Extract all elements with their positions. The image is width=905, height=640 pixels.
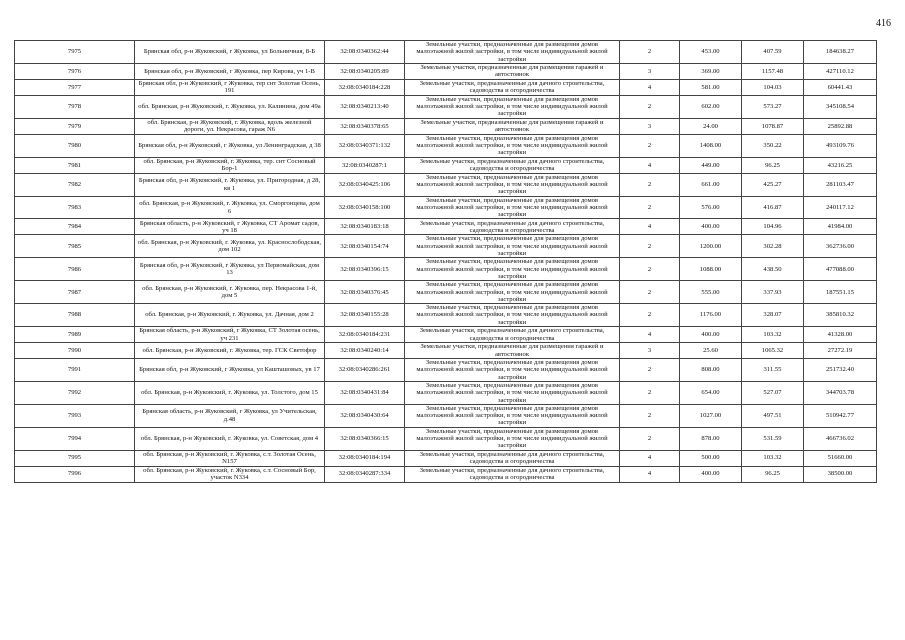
cadastral-number-cell: 32:08:0340425:106 xyxy=(325,173,405,196)
row-number: 7985 xyxy=(15,235,135,258)
cadastral-value-cell: 466736.02 xyxy=(804,427,877,450)
category-cell: 2 xyxy=(620,427,680,450)
land-use-cell: Земельные участки, предназначенные для размещения домов малоэтажной жилой застройки, в том числе индивидуальной жилой застройки xyxy=(405,281,620,304)
row-number: 7978 xyxy=(15,95,135,118)
cadastral-value-cell: 385810.32 xyxy=(804,304,877,327)
cadastral-value-cell: 251732.40 xyxy=(804,359,877,382)
table-row xyxy=(15,427,877,450)
area-cell: 400.00 xyxy=(680,327,742,343)
cadastral-value-cell: 25892.88 xyxy=(804,118,877,134)
row-number: 7995 xyxy=(15,450,135,466)
unit-value-cell: 425.27 xyxy=(742,173,804,196)
row-number: 7983 xyxy=(15,196,135,219)
cadastral-value-table xyxy=(14,40,877,483)
area-cell: 576.00 xyxy=(680,196,742,219)
table-row xyxy=(15,343,877,359)
area-cell: 808.00 xyxy=(680,359,742,382)
unit-value-cell: 96.25 xyxy=(742,157,804,173)
category-cell: 2 xyxy=(620,404,680,427)
category-cell: 2 xyxy=(620,281,680,304)
area-cell: 602.00 xyxy=(680,95,742,118)
table-row xyxy=(15,118,877,134)
cadastral-value-cell: 41984.00 xyxy=(804,219,877,235)
table-row xyxy=(15,235,877,258)
unit-value-cell: 104.96 xyxy=(742,219,804,235)
land-use-cell: Земельные участки, предназначенные для размещения домов малоэтажной жилой застройки, в том числе индивидуальной жилой застройки xyxy=(405,404,620,427)
cadastral-value-cell: 345108.54 xyxy=(804,95,877,118)
address-cell: Брянская обл, р-н Жуковский, г Жуковка, ул Больничная, 8-Б xyxy=(135,41,325,64)
row-number: 7984 xyxy=(15,219,135,235)
category-cell: 2 xyxy=(620,235,680,258)
address-cell: Брянская обл, р-н Жуковский, г Жуковка, ул Кашташовых, ув 17 xyxy=(135,359,325,382)
unit-value-cell: 1065.32 xyxy=(742,343,804,359)
land-use-cell: Земельные участки, предназначенные для дачного строительства, садоводства и огородничества xyxy=(405,450,620,466)
row-number: 7994 xyxy=(15,427,135,450)
row-number: 7993 xyxy=(15,404,135,427)
land-use-cell: Земельные участки, предназначенные для размещения домов малоэтажной жилой застройки, в том числе индивидуальной жилой застройки xyxy=(405,258,620,281)
cadastral-number-cell: 32:08:0340286:261 xyxy=(325,359,405,382)
cadastral-number-cell: 32:08:0340431:84 xyxy=(325,381,405,404)
address-cell: обл. Брянская, р-н Жуковский, г. Жуковка, с.т. Золотая Осень, N157 xyxy=(135,450,325,466)
cadastral-number-cell: 32:08:0340376:45 xyxy=(325,281,405,304)
table-row xyxy=(15,281,877,304)
cadastral-value-cell: 38500.00 xyxy=(804,466,877,482)
category-cell: 4 xyxy=(620,157,680,173)
area-cell: 500.00 xyxy=(680,450,742,466)
row-number: 7990 xyxy=(15,343,135,359)
cadastral-value-cell: 43216.25 xyxy=(804,157,877,173)
land-use-cell: Земельные участки, предназначенные для размещения домов малоэтажной жилой застройки, в том числе индивидуальной жилой застройки xyxy=(405,381,620,404)
area-cell: 400.00 xyxy=(680,219,742,235)
address-cell: обл. Брянская, р-н Жуковский, г. Жуковка, ул. Краснослободская, дом 102 xyxy=(135,235,325,258)
cadastral-number-cell: 32:08:0340213:40 xyxy=(325,95,405,118)
unit-value-cell: 497.51 xyxy=(742,404,804,427)
land-use-cell: Земельные участки, предназначенные для дачного строительства, садоводства и огородничества xyxy=(405,466,620,482)
category-cell: 2 xyxy=(620,173,680,196)
page-number: 416 xyxy=(876,18,891,29)
area-cell: 1088.00 xyxy=(680,258,742,281)
category-cell: 4 xyxy=(620,466,680,482)
address-cell: Брянская обл, р-н Жуковский, г Жуковка, ул Ленинградская, д 38 xyxy=(135,134,325,157)
cadastral-value-cell: 493109.76 xyxy=(804,134,877,157)
category-cell: 2 xyxy=(620,258,680,281)
cadastral-value-cell: 51660.00 xyxy=(804,450,877,466)
cadastral-number-cell: 32:08:0340184:194 xyxy=(325,450,405,466)
table-row xyxy=(15,450,877,466)
cadastral-number-cell: 32:08:0340366:15 xyxy=(325,427,405,450)
cadastral-number-cell: 32:08:0340183:18 xyxy=(325,219,405,235)
row-number: 7996 xyxy=(15,466,135,482)
cadastral-value-cell: 27272.19 xyxy=(804,343,877,359)
row-number: 7980 xyxy=(15,134,135,157)
address-cell: обл. Брянская, р-н Жуковский, г. Жуковка, ул. Дачная, дом 2 xyxy=(135,304,325,327)
unit-value-cell: 1157.48 xyxy=(742,63,804,79)
cadastral-number-cell: 32:08:0340184:231 xyxy=(325,327,405,343)
land-use-cell: Земельные участки, предназначенные для дачного строительства, садоводства и огородничества xyxy=(405,79,620,95)
land-use-cell: Земельные участки, предназначенные для размещения домов малоэтажной жилой застройки, в том числе индивидуальной жилой застройки xyxy=(405,359,620,382)
land-use-cell: Земельные участки, предназначенные для размещения домов малоэтажной жилой застройки, в том числе индивидуальной жилой застройки xyxy=(405,173,620,196)
address-cell: обл. Брянская, р-н Жуковский, г. Жуковка, тер. снт Сосновый Бор-1 xyxy=(135,157,325,173)
unit-value-cell: 416.87 xyxy=(742,196,804,219)
category-cell: 4 xyxy=(620,450,680,466)
land-use-cell: Земельные участки, предназначенные для размещения домов малоэтажной жилой застройки, в том числе индивидуальной жилой застройки xyxy=(405,235,620,258)
area-cell: 369.00 xyxy=(680,63,742,79)
category-cell: 4 xyxy=(620,219,680,235)
category-cell: 2 xyxy=(620,41,680,64)
address-cell: Брянская область, р-н Жуковский, г Жуковка, СТ Аромат садов, уч 18 xyxy=(135,219,325,235)
row-number: 7986 xyxy=(15,258,135,281)
area-cell: 1408.00 xyxy=(680,134,742,157)
table-row xyxy=(15,219,877,235)
row-number: 7991 xyxy=(15,359,135,382)
address-cell: обл. Брянская, р-н Жуковский, г. Жуковка, пер. Некрасова 1-й, дом 5 xyxy=(135,281,325,304)
row-number: 7987 xyxy=(15,281,135,304)
unit-value-cell: 407.59 xyxy=(742,41,804,64)
land-use-cell: Земельные участки, предназначенные для размещения гаражей и автостоянок xyxy=(405,118,620,134)
table-row xyxy=(15,466,877,482)
unit-value-cell: 302.28 xyxy=(742,235,804,258)
cadastral-number-cell: 32:08:0340362:44 xyxy=(325,41,405,64)
table-row xyxy=(15,63,877,79)
row-number: 7992 xyxy=(15,381,135,404)
address-cell: обл. Брянская, р-н Жуковский, г. Жуковка, ул. Сморгонцева, дом 6 xyxy=(135,196,325,219)
area-cell: 1176.00 xyxy=(680,304,742,327)
category-cell: 3 xyxy=(620,118,680,134)
land-use-cell: Земельные участки, предназначенные для размещения домов малоэтажной жилой застройки, в том числе индивидуальной жилой застройки xyxy=(405,196,620,219)
cadastral-value-cell: 41328.00 xyxy=(804,327,877,343)
cadastral-value-cell: 187551.15 xyxy=(804,281,877,304)
cadastral-number-cell: 32:08:0340155:28 xyxy=(325,304,405,327)
category-cell: 3 xyxy=(620,63,680,79)
category-cell: 3 xyxy=(620,343,680,359)
category-cell: 2 xyxy=(620,304,680,327)
area-cell: 24.00 xyxy=(680,118,742,134)
cadastral-value-cell: 281103.47 xyxy=(804,173,877,196)
row-number: 7989 xyxy=(15,327,135,343)
land-use-cell: Земельные участки, предназначенные для размещения домов малоэтажной жилой застройки, в том числе индивидуальной жилой застройки xyxy=(405,304,620,327)
area-cell: 1200.00 xyxy=(680,235,742,258)
row-number: 7981 xyxy=(15,157,135,173)
area-cell: 400.00 xyxy=(680,466,742,482)
table-row xyxy=(15,304,877,327)
area-cell: 581.00 xyxy=(680,79,742,95)
address-cell: Брянская обл, р-н Жуковский, г Жуковка, тер снт Золотая Осень, 191 xyxy=(135,79,325,95)
cadastral-value-cell: 362736.00 xyxy=(804,235,877,258)
row-number: 7988 xyxy=(15,304,135,327)
cadastral-value-cell: 427110.12 xyxy=(804,63,877,79)
address-cell: обл. Брянская, р-н Жуковский, г. Жуковка, ул. Калинина, дом 49а xyxy=(135,95,325,118)
row-number: 7979 xyxy=(15,118,135,134)
category-cell: 4 xyxy=(620,327,680,343)
land-use-cell: Земельные участки, предназначенные для дачного строительства, садоводства и огородничества xyxy=(405,219,620,235)
unit-value-cell: 350.22 xyxy=(742,134,804,157)
cadastral-value-cell: 184638.27 xyxy=(804,41,877,64)
area-cell: 878.00 xyxy=(680,427,742,450)
address-cell: обл. Брянская, р-н Жуковский, г. Жуковка, тер. ГСК Светофор xyxy=(135,343,325,359)
category-cell: 2 xyxy=(620,95,680,118)
cadastral-value-cell: 477088.00 xyxy=(804,258,877,281)
cadastral-number-cell: 32:08:0340396:15 xyxy=(325,258,405,281)
row-number: 7982 xyxy=(15,173,135,196)
table-row xyxy=(15,359,877,382)
unit-value-cell: 328.07 xyxy=(742,304,804,327)
area-cell: 654.00 xyxy=(680,381,742,404)
area-cell: 1027.00 xyxy=(680,404,742,427)
unit-value-cell: 103.32 xyxy=(742,450,804,466)
address-cell: обл. Брянская, р-н Жуковский, г. Жуковка, вдоль железной дороги, ул. Некрасова, гараж N6 xyxy=(135,118,325,134)
land-use-cell: Земельные участки, предназначенные для дачного строительства, садоводства и огородничества xyxy=(405,157,620,173)
category-cell: 2 xyxy=(620,134,680,157)
address-cell: Брянская обл, р-н Жуковский, г. Жуковка, ул. Пригородная, д 28, кв 1 xyxy=(135,173,325,196)
address-cell: обл. Брянская, р-н Жуковский, г. Жуковка, с.т. Сосновый Бор, участок N334 xyxy=(135,466,325,482)
area-cell: 453.00 xyxy=(680,41,742,64)
area-cell: 25.60 xyxy=(680,343,742,359)
land-use-cell: Земельные участки, предназначенные для размещения домов малоэтажной жилой застройки, в том числе индивидуальной жилой застройки xyxy=(405,41,620,64)
table-row xyxy=(15,134,877,157)
cadastral-number-cell: 32:08:0340430:64 xyxy=(325,404,405,427)
address-cell: Брянская область, р-н Жуковский, г Жуковка, ул Учительская, д.48 xyxy=(135,404,325,427)
land-use-cell: Земельные участки, предназначенные для размещения гаражей и автостоянок xyxy=(405,63,620,79)
cadastral-number-cell: 32:08:0340158:100 xyxy=(325,196,405,219)
land-use-cell: Земельные участки, предназначенные для размещения домов малоэтажной жилой застройки, в том числе индивидуальной жилой застройки xyxy=(405,134,620,157)
cadastral-value-cell: 510942.77 xyxy=(804,404,877,427)
table-row xyxy=(15,327,877,343)
land-use-cell: Земельные участки, предназначенные для размещения домов малоэтажной жилой застройки, в том числе индивидуальной жилой застройки xyxy=(405,427,620,450)
cadastral-number-cell: 32:08:0340240:14 xyxy=(325,343,405,359)
row-number: 7976 xyxy=(15,63,135,79)
cadastral-number-cell: 32:08:0340378:65 xyxy=(325,118,405,134)
cadastral-number-cell: 32:08:0340287:1 xyxy=(325,157,405,173)
area-cell: 661.00 xyxy=(680,173,742,196)
table-row xyxy=(15,173,877,196)
cadastral-value-cell: 240117.12 xyxy=(804,196,877,219)
table-row xyxy=(15,196,877,219)
unit-value-cell: 96.25 xyxy=(742,466,804,482)
unit-value-cell: 527.07 xyxy=(742,381,804,404)
area-cell: 555.00 xyxy=(680,281,742,304)
cadastral-number-cell: 32:08:0340371:132 xyxy=(325,134,405,157)
unit-value-cell: 531.59 xyxy=(742,427,804,450)
category-cell: 2 xyxy=(620,196,680,219)
address-cell: Брянская область, р-н Жуковский, г Жуковка, СТ Золотая осень, уч 231 xyxy=(135,327,325,343)
land-use-cell: Земельные участки, предназначенные для дачного строительства, садоводства и огородничества xyxy=(405,327,620,343)
area-cell: 449.00 xyxy=(680,157,742,173)
land-use-cell: Земельные участки, предназначенные для размещения гаражей и автостоянок xyxy=(405,343,620,359)
unit-value-cell: 1078.87 xyxy=(742,118,804,134)
table-row xyxy=(15,381,877,404)
category-cell: 2 xyxy=(620,359,680,382)
cadastral-number-cell: 32:08:0340205:89 xyxy=(325,63,405,79)
address-cell: Брянская обл, р-н Жуковский, г Жуковка, пер Кирова, уч 1-В xyxy=(135,63,325,79)
row-number: 7975 xyxy=(15,41,135,64)
unit-value-cell: 337.93 xyxy=(742,281,804,304)
unit-value-cell: 104.03 xyxy=(742,79,804,95)
cadastral-number-cell: 32:08:0340154:74 xyxy=(325,235,405,258)
table-row xyxy=(15,404,877,427)
category-cell: 2 xyxy=(620,381,680,404)
cadastral-number-cell: 32:08:0340287:334 xyxy=(325,466,405,482)
cadastral-value-cell: 60441.43 xyxy=(804,79,877,95)
unit-value-cell: 311.55 xyxy=(742,359,804,382)
cadastral-number-cell: 32:08:0340184:228 xyxy=(325,79,405,95)
cadastral-value-cell: 344703.78 xyxy=(804,381,877,404)
address-cell: обл. Брянская, р-н Жуковский, г. Жуковка, ул. Советская, дом 4 xyxy=(135,427,325,450)
land-use-cell: Земельные участки, предназначенные для размещения домов малоэтажной жилой застройки, в том числе индивидуальной жилой застройки xyxy=(405,95,620,118)
row-number: 7977 xyxy=(15,79,135,95)
table-row xyxy=(15,258,877,281)
table-row xyxy=(15,95,877,118)
table-row xyxy=(15,79,877,95)
address-cell: обл. Брянская, р-н Жуковский, г. Жуковка, ул. Толстого, дом 15 xyxy=(135,381,325,404)
unit-value-cell: 573.27 xyxy=(742,95,804,118)
address-cell: Брянская обл, р-н Жуковский, г Жуковка, ул Первомайская, дом 13 xyxy=(135,258,325,281)
unit-value-cell: 103.32 xyxy=(742,327,804,343)
table-row xyxy=(15,157,877,173)
unit-value-cell: 438.50 xyxy=(742,258,804,281)
table-row xyxy=(15,41,877,64)
category-cell: 4 xyxy=(620,79,680,95)
